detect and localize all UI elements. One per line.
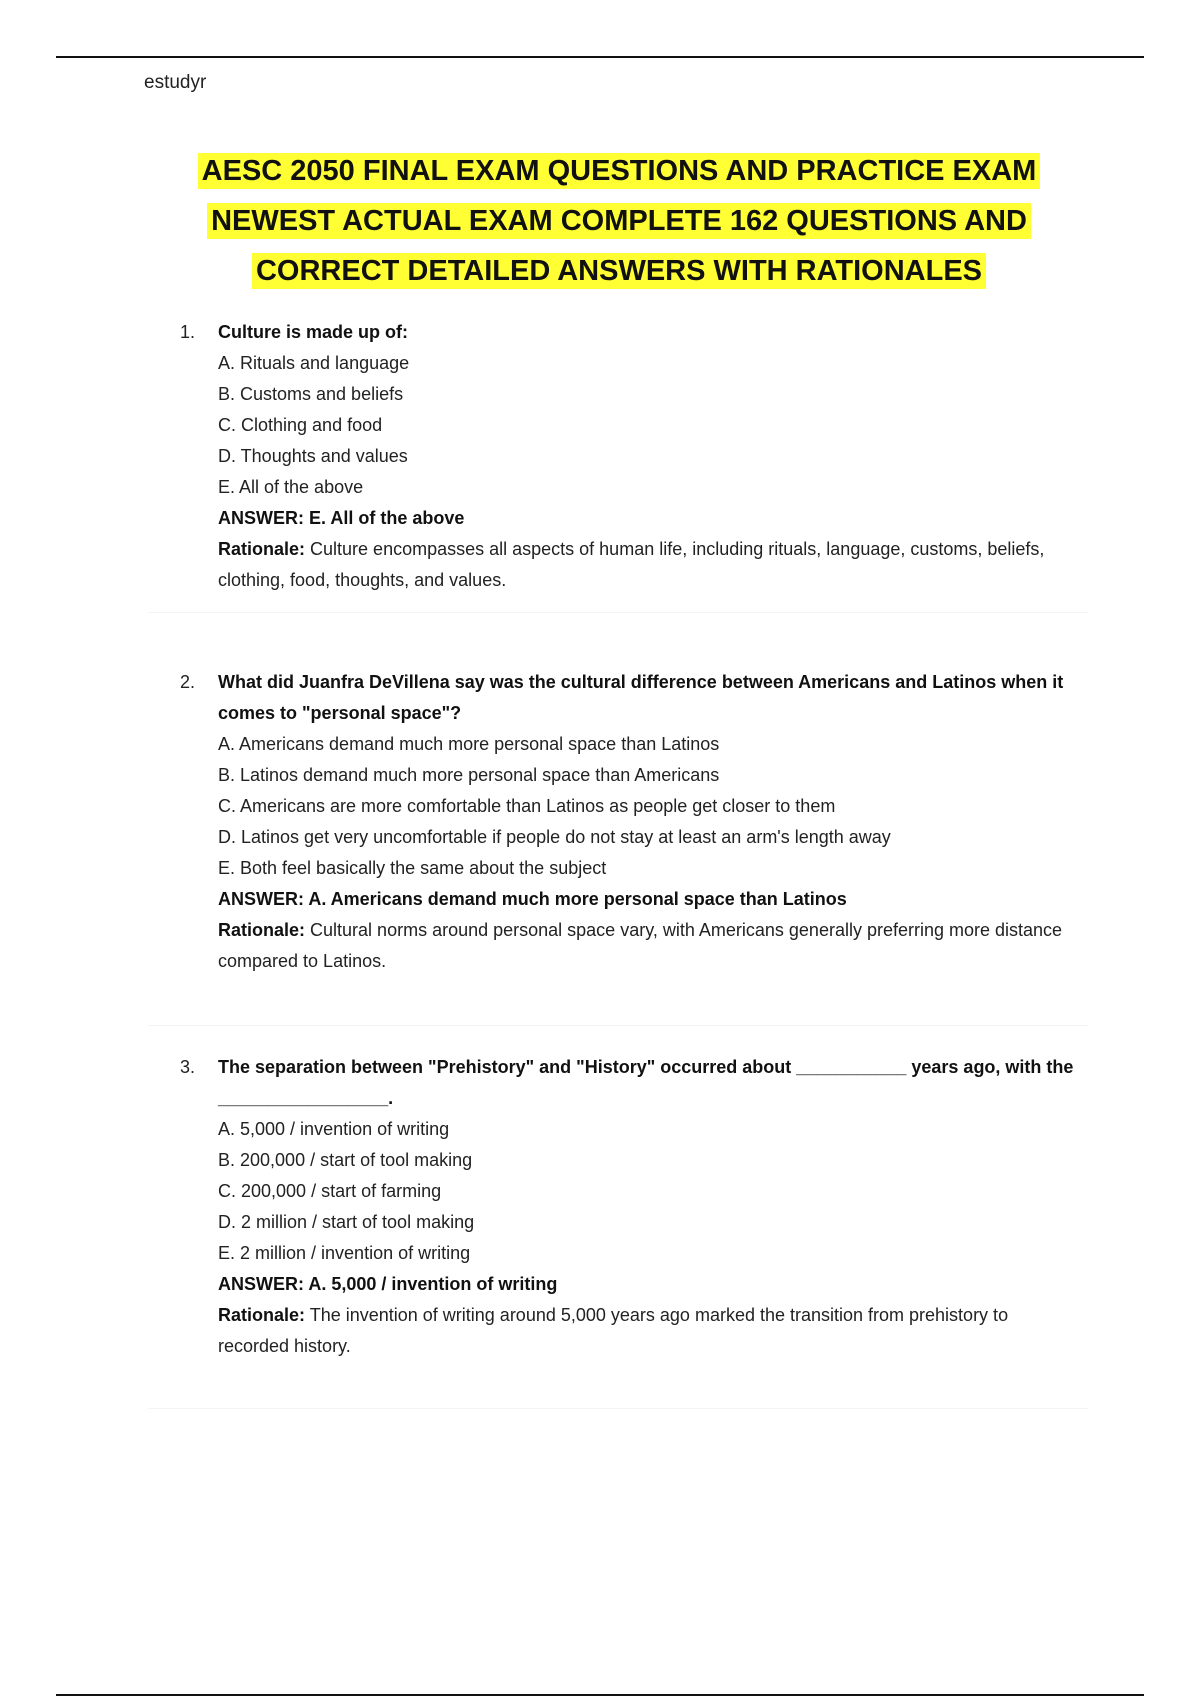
rationale [218,534,1080,596]
document-title [0,146,1200,296]
question-1 [180,317,1080,596]
answer: ANSWER: A. 5,000 / invention of writing [218,1274,558,1294]
option-c: C. Clothing and food [218,415,383,435]
title-line-2: NEWEST ACTUAL EXAM COMPLETE 162 QUESTIONS AND [207,203,1031,239]
question-text: The separation between "Prehistory" and "History" occurred about ___________ years ago, with the _________________. [218,1057,1074,1108]
option-c: C. 200,000 / start of farming [218,1181,442,1201]
rationale-text: Culture encompasses all aspects of human life, including rituals, language, customs, beliefs, clothing, food, thoughts, and values. [218,539,1045,590]
option-e: E. Both feel basically the same about the subject [218,858,607,878]
option-d: D. 2 million / start of tool making [218,1212,475,1232]
question-number: 2. [180,672,196,692]
rationale-label: Rationale: [218,539,306,559]
bottom-rule [56,1694,1144,1696]
option-a: A. 5,000 / invention of writing [218,1119,450,1139]
question-number: 3. [180,1057,196,1077]
title-line-1: AESC 2050 FINAL EXAM QUESTIONS AND PRACTICE EXAM [198,153,1041,189]
option-b: B. Customs and beliefs [218,384,404,404]
option-e: E. 2 million / invention of writing [218,1243,471,1263]
rationale-label: Rationale: [218,1305,306,1325]
question-text: What did Juanfra DeVillena say was the cultural difference between Americans and Latinos when it comes to "personal space"? [218,672,1064,723]
answer: ANSWER: A. Americans demand much more personal space than Latinos [218,889,847,909]
option-d: D. Thoughts and values [218,446,408,466]
section-divider [148,1025,1088,1026]
site-name: estudyr [144,72,207,93]
question-number: 1. [180,322,196,342]
section-divider [148,1408,1088,1409]
question-3 [180,1052,1080,1362]
option-b: B. Latinos demand much more personal space than Americans [218,765,720,785]
answer: ANSWER: E. All of the above [218,508,465,528]
top-rule [56,56,1144,58]
section-divider [148,612,1088,613]
option-d: D. Latinos get very uncomfortable if people do not stay at least an arm's length away [218,827,891,847]
question-text: Culture is made up of: [218,322,409,342]
rationale [218,915,1080,977]
option-a: A. Rituals and language [218,353,410,373]
rationale [218,1300,1080,1362]
rationale-text: Cultural norms around personal space vary, with Americans generally preferring more distance compared to Latinos. [218,920,1063,971]
title-line-3: CORRECT DETAILED ANSWERS WITH RATIONALES [252,253,986,289]
question-2 [180,667,1080,977]
rationale-label: Rationale: [218,920,306,940]
option-b: B. 200,000 / start of tool making [218,1150,473,1170]
rationale-text: The invention of writing around 5,000 years ago marked the transition from prehistory to recorded history. [218,1305,1009,1356]
option-c: C. Americans are more comfortable than Latinos as people get closer to them [218,796,836,816]
option-a: A. Americans demand much more personal space than Latinos [218,734,720,754]
option-e: E. All of the above [218,477,364,497]
